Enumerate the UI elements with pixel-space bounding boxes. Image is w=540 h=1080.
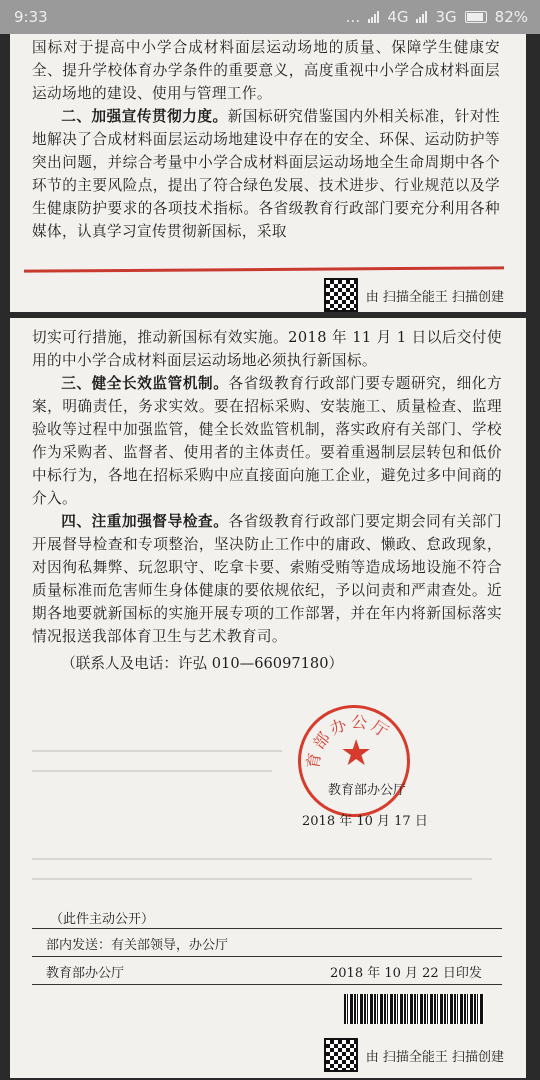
status-bar [0, 0, 540, 34]
divider [32, 984, 502, 985]
scan-watermark [324, 1038, 504, 1072]
section-2 [32, 105, 500, 243]
section-4-body: 各省级教育行政部门要定期会同有关部门开展督导检查和专项整治，坚决防止工作中的庸政、懒政、怠政现象，对因徇私舞弊、玩忽职守、吃拿卡要、索贿受贿等造成场地设施不符合质量标准而危害师生身体健康的要依规依纪，予以问责和严肃查处。近期各地要就新国标的实施开展专项的工作部署，并在年内将新国标落实情况报送我部体育卫生与艺术教育司。 [32, 513, 503, 645]
faded-text-line [32, 858, 492, 860]
scan-label: 由 扫描全能王 扫描创建 [365, 1049, 504, 1065]
faded-text-line [32, 770, 272, 772]
scan-label: 由 扫描全能王 扫描创建 [365, 289, 504, 305]
divider [32, 928, 502, 929]
print-date: 2018 年 10 月 22 日印发 [330, 966, 482, 981]
section-2-heading: 二、加强宣传贯彻力度。 [61, 108, 228, 125]
scan-watermark [324, 278, 504, 312]
disclosure-note: （此件主动公开） [50, 912, 155, 927]
divider [32, 956, 502, 957]
section-4 [32, 510, 502, 648]
status-icons [345, 8, 528, 26]
qr-code-icon [324, 1038, 358, 1072]
section-2-body: 新国标研究借鉴国内外相关标准，针对性地解决了合成材料面层运动场地建设中存在的安全、环保、运动防护等突出问题，并综合考量中小学合成材料面层运动场地全生命周期中各个环节的主要风险点，提出了符合绿色发展、技术进步、行业规范以及学生健康防护要求的各项技术指标。各省级教育行政部门要充分利用各种媒体，认真学习宣传贯彻新国标，采取 [32, 108, 500, 240]
page1-text [32, 36, 500, 243]
faded-text-line [32, 878, 472, 880]
document-page-2 [10, 318, 526, 1078]
network-label: 4G [387, 8, 409, 26]
document-page-1 [10, 34, 526, 312]
issue-date: 2018 年 10 月 17 日 [302, 814, 428, 829]
issuer-name: 教育部办公厅 [328, 783, 407, 798]
page2-text [32, 326, 502, 673]
battery-level: 82% [494, 8, 528, 26]
status-time: 9:33 [14, 8, 48, 26]
paragraph-continued: 切实可行措施，推动新国标有效实施。2018 年 11 月 1 日以后交付使用的中小学合成材料面层运动场地必须执行新国标。 [32, 329, 502, 369]
official-seal [298, 705, 410, 817]
qr-code-icon [324, 278, 358, 312]
svg-text:育部办公厅: 育部办公厅 [303, 712, 395, 771]
network-label-2: 3G [435, 8, 457, 26]
signal-icon-2 [416, 11, 427, 23]
red-underline [24, 266, 504, 272]
signal-icon [368, 11, 379, 23]
section-3 [32, 372, 502, 510]
battery-icon [465, 11, 487, 23]
printer-name: 教育部办公厅 [46, 966, 125, 981]
more-icon: … [345, 8, 361, 26]
faded-text-line [32, 750, 282, 752]
paragraph-continuation: 国标对于提高中小学合成材料面层运动场地的质量、保障学生健康安全、提升学校体育办学条件的重要意义，高度重视中小学合成材料面层运动场地的建设、使用与管理工作。 [32, 39, 500, 102]
contact-line: （联系人及电话：许弘 010—66097180） [61, 655, 344, 672]
distribution-line: 部内发送：有关部领导，办公厅 [46, 938, 229, 953]
section-3-body: 各省级教育行政部门要专题研究，细化方案，明确责任，务求实效。要在招标采购、安装施工、质量检查、监理验收等过程中加强监管，健全长效监管机制，落实政府有关部门、学校作为采购者、监督者、使用者的主体责任。要着重遏制层层转包和低价中标行为，各地在招标采购中应直接面向施工企业，避免过多中间商的介入。 [32, 375, 503, 507]
section-3-heading: 三、健全长效监管机制。 [61, 375, 229, 392]
barcode [344, 994, 484, 1024]
star-icon: ★ [340, 733, 373, 774]
section-4-heading: 四、注重加强督导检查。 [61, 513, 229, 530]
